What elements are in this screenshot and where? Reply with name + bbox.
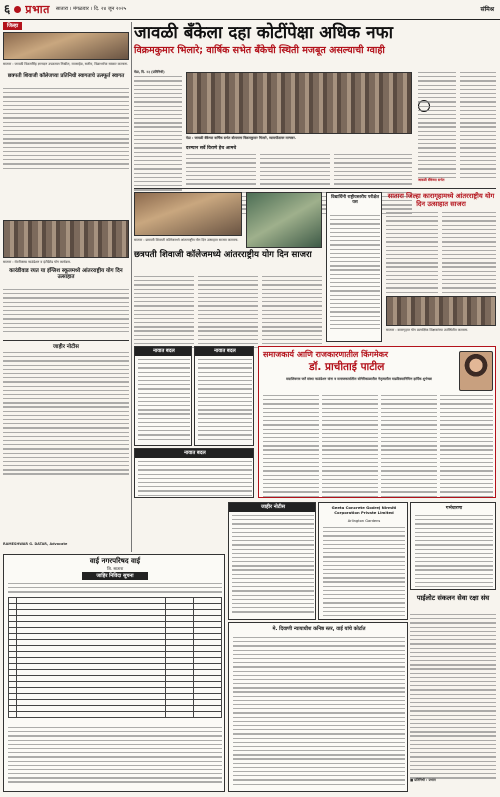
legal-footer: RAMESHWAR G. DATAR, Advocate	[3, 542, 68, 546]
right-box-body	[415, 515, 493, 590]
main-photo-caption: मेढा : जावळी बँकेच्या वार्षिक सभेत बोलताना विक्रमकुमार भिलारे, व्यासपीठावर मान्यवर.	[186, 136, 296, 140]
feature-name: डॉ. प्राचीताई पाटील	[309, 361, 385, 373]
bottom-right-credit: ■ प्रतिनिधी : प्रभात	[410, 778, 436, 782]
company-title: Geeta Concrete Godrej Nirmiti Corporation Private Limited	[331, 505, 397, 515]
court-notice	[228, 622, 408, 792]
bottom-right-story	[410, 594, 496, 792]
court-title: मे. दिवाणी न्यायाधीश कनिष्ठ स्तर, वाई यांचे कोर्टात	[272, 626, 366, 632]
page-number: ६	[4, 2, 11, 16]
story1-caption: सातारा : जावळी विक्रमसिंह ज्ञानदान उपक्रमात निखील, रावसाहेब, सलीम, विद्यार्थ्यांचा सत्कार करताना.	[3, 62, 129, 66]
tender-intro	[8, 583, 222, 596]
notice-title: जाहीर नोटीस	[53, 344, 79, 350]
name-change-ad-1	[134, 346, 192, 446]
story2-headline: कारंडीवाड रयत या इंग्लिश स्कूलमध्ये आंतरराष्ट्रीय योग दिन उत्साहात	[9, 268, 123, 281]
college-headline: छत्रपती शिवाजी कॉलेजमध्ये आंतरराष्ट्रीय योग दिन साजरा	[134, 250, 312, 260]
tender-table	[8, 597, 222, 718]
notice-2-title: जाहीर नोटीस	[229, 503, 316, 512]
prison-photo	[386, 296, 496, 326]
college-caption: सातारा : छत्रपती शिवाजी कॉलेजमध्ये आंतरराष्ट्रीय योग दिन उत्साहात साजरा करताना.	[134, 238, 239, 242]
brand-logo-icon	[14, 6, 21, 13]
feature-body-col1	[263, 395, 319, 498]
main-body-col6	[460, 72, 496, 181]
story1-headline: छत्रपती शिवाजी कॉलेजच्या प्रतिनिधी स्वागताचे उत्स्फूर्त स्वागत	[7, 73, 125, 79]
main-headline-block	[134, 23, 496, 69]
name-change-ad-3	[134, 448, 254, 498]
company-notice	[318, 502, 408, 620]
feature-intro: सदाशिवराव जर्ते संस्था फाउंडेशन यांना व समाजकार्यातील सोनेरीकाळातील नेतृत्वातील वाढदिवसानिमित्त हार्दिक शुभेच्छा	[286, 377, 432, 381]
notice-box-2	[228, 502, 316, 620]
masthead	[0, 0, 500, 20]
company-sub: Arlington Gardens	[347, 519, 381, 523]
name-change-title-3: नावात बदल	[135, 449, 254, 458]
tender-title: जाहिर निविदा सूचना	[82, 572, 148, 580]
section-tag: जिल्हा	[3, 22, 22, 30]
name-change-title-2: नावात बदल	[195, 347, 254, 356]
edition-label: संमिश्र	[480, 6, 494, 13]
college-photo	[134, 192, 242, 236]
bottom-right-body	[410, 614, 496, 782]
story2-body	[3, 289, 129, 335]
student-box-body	[330, 215, 380, 332]
bottom-right-headline: पाईलोट संकलन सेवा रक्षा संघ	[416, 594, 490, 602]
notice-body	[3, 352, 129, 478]
feature-body-col4	[440, 395, 493, 498]
main-body-col1	[134, 72, 182, 198]
story1-photo	[3, 32, 129, 60]
name-change-body-2	[198, 359, 252, 443]
name-change-body-1	[138, 359, 190, 443]
college-body-col2	[198, 276, 258, 351]
main-body-col5	[418, 72, 456, 181]
name-change-body-3	[138, 461, 252, 498]
prison-body-col2	[442, 212, 496, 304]
ward-title: वाई नगरपरिषद वाई	[89, 557, 141, 565]
main-byline: मेढा, दि. २३ (प्रतिनिधी)	[134, 70, 182, 74]
main-subheadline: विक्रमकुमार भिलारे; वार्षिक सभेत बँकेची स्थिती मजबूत असल्याची ग्वाही	[134, 45, 385, 56]
feature-body-col2	[322, 395, 378, 498]
name-change-ad-2	[194, 346, 254, 446]
column-rule	[131, 22, 132, 552]
prison-caption: सातारा : कारागृहात योग प्रात्यक्षिक शिक्षकांच्या उपस्थितीत करताना.	[386, 328, 469, 332]
story2-caption: सातारा : रोटरीक्लब फाउंडेशन व इंटीग्रेटेड योग कार्यक्रम.	[3, 260, 72, 264]
main-photo	[186, 72, 412, 134]
student-box-title: विद्यार्थिनी राष्ट्रीयस्तरीय परीक्षेत यश	[330, 195, 379, 206]
main-subhead-story: दरम्यान सर्वे विराणे हेच आमचे	[186, 146, 237, 151]
student-box	[326, 192, 382, 342]
prison-body-col1	[386, 212, 438, 304]
main-side-note: जावळी बँकेच्या सभेत	[418, 178, 445, 182]
feature-banner: समाजकार्य आणि राजकारणातील किंगमेकर	[263, 350, 389, 359]
ward-subtitle: जि. सातारा	[106, 566, 124, 571]
notice-2-body	[232, 515, 314, 616]
brand-name: प्रभात	[25, 2, 50, 16]
right-notice-box	[410, 502, 496, 590]
feature-box	[258, 346, 496, 498]
tender-terms	[8, 727, 222, 786]
feature-portrait	[459, 351, 493, 391]
court-body	[233, 637, 405, 788]
college-body-col1	[134, 276, 194, 351]
main-headline: जावळी बँकेला दहा कोटींपेक्षा अधिक नफा	[134, 23, 394, 43]
divider	[134, 188, 496, 189]
college-photo-2	[246, 192, 322, 248]
divider	[3, 340, 129, 341]
right-box-title: गर्भधारणा	[445, 506, 463, 511]
name-change-title-1: नावात बदल	[135, 347, 192, 356]
ward-notice	[3, 554, 225, 792]
college-body-col3	[262, 276, 322, 351]
story1-body	[3, 88, 129, 172]
story2-photo	[3, 220, 129, 258]
company-body	[323, 527, 405, 619]
prison-headline: सातारा जिल्हा कारागृहामध्ये आंतरराष्ट्रीय योग दिन उत्साहात साजरा	[387, 192, 495, 208]
dateline: सातारा । मंगळवार । दि. २४ जून २०२५	[55, 6, 127, 13]
feature-body-col3	[381, 395, 437, 498]
